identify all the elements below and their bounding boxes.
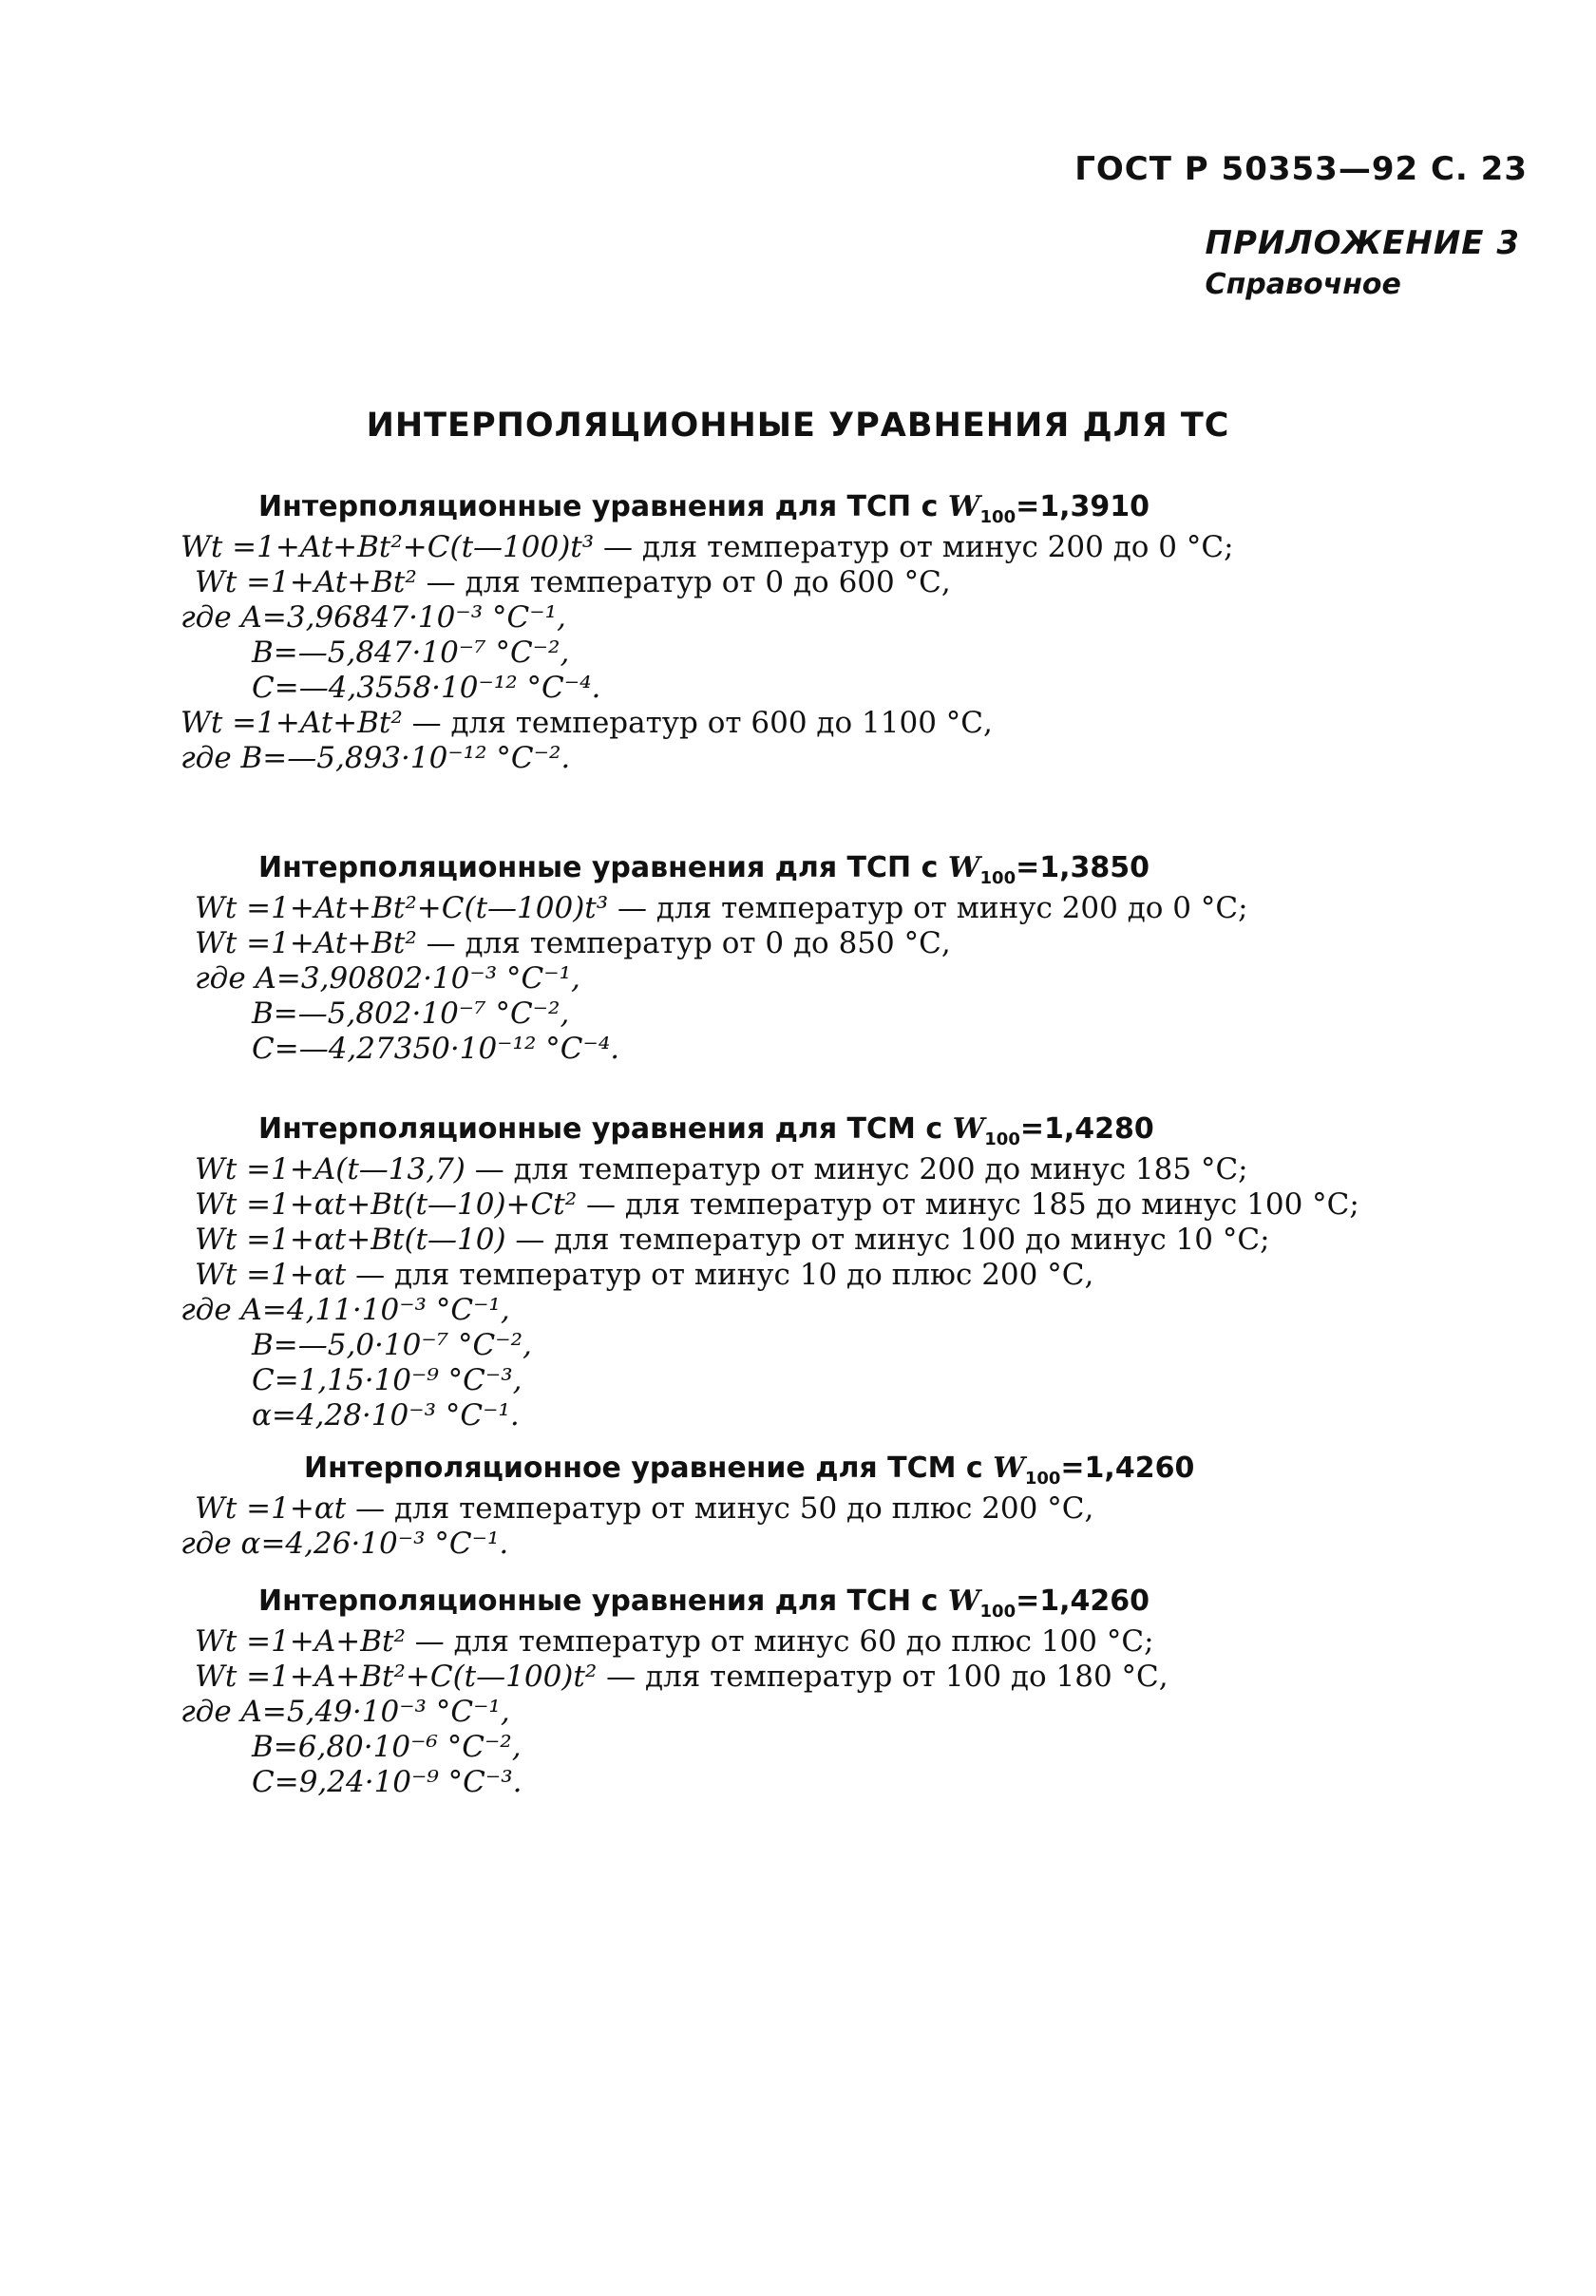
equation-line: Wt =1+αt — для температур от минус 50 до плюс 200 °С, [195,1491,1094,1526]
coef-line: C=—4,27350·10⁻¹² °С⁻⁴. [252,1032,620,1066]
section-heading [304,1446,1596,1491]
coef-line: где α=4,26·10⁻³ °С⁻¹. [180,1527,509,1561]
page-header-code: ГОСТ Р 50353—92 С. 23 [1074,150,1528,188]
coef-line: где A=4,11·10⁻³ °С⁻¹, [180,1293,510,1327]
section-tsp-13850 [0,845,1596,1067]
coef-line: B=6,80·10⁻⁶ °С⁻², [252,1730,522,1764]
heading-sub: 100 [979,868,1016,888]
coef-line: где A=3,90802·10⁻³ °С⁻¹, [195,961,580,996]
coef-line: B=—5,802·10⁻⁷ °С⁻², [252,996,570,1031]
appendix-subtitle: Справочное [1205,268,1401,301]
heading-value: =1,4260 [1016,1584,1150,1618]
heading-sub: 100 [984,1129,1020,1149]
section-tsp-13910 [0,484,1596,776]
equation-line: Wt =1+A+Bt²+C(t—100)t² — для температур от 100 до 180 °С, [195,1660,1168,1694]
heading-sub: 100 [979,1602,1016,1622]
heading-w: W [993,1452,1025,1485]
section-heading [258,1107,1596,1152]
equation-line: Wt =1+αt+Bt(t—10) — для температур от минус 100 до минус 10 °С; [195,1223,1270,1257]
main-title: ИНТЕРПОЛЯЦИОННЫЕ УРАВНЕНИЯ ДЛЯ ТС [366,407,1230,445]
coef-line: где A=3,96847·10⁻³ °С⁻¹, [180,600,566,635]
coef-line: C=—4,3558·10⁻¹² °С⁻⁴. [252,671,601,705]
heading-text: Интерполяционные уравнения для ТСП с [258,490,948,523]
heading-text: Интерполяционное уравнение для ТСМ с [304,1452,994,1485]
heading-text: Интерполяционные уравнения для ТСН с [258,1584,948,1618]
heading-sub: 100 [979,507,1016,527]
heading-w: W [947,1584,980,1618]
coef-line: B=—5,0·10⁻⁷ °С⁻², [252,1328,532,1362]
heading-text: Интерполяционные уравнения для ТСМ с [258,1112,953,1146]
heading-value: =1,3850 [1016,851,1150,884]
equation-line: Wt =1+At+Bt² — для температур от 0 до 850 °С, [195,926,951,960]
equation-line: Wt =1+At+Bt²+C(t—100)t³ — для температур от минус 200 до 0 °С; [195,891,1248,925]
equation-line: Wt =1+A+Bt² — для температур от минус 60 до плюс 100 °С; [195,1624,1154,1659]
equation-line: Wt =1+At+Bt²+C(t—100)t³ — для температур от минус 200 до 0 °С; [180,530,1234,564]
coef-line: C=9,24·10⁻⁹ °С⁻³. [252,1765,522,1799]
heading-value: =1,4260 [1060,1452,1195,1485]
heading-w: W [947,851,980,884]
coef-line: где A=5,49·10⁻³ °С⁻¹, [180,1695,510,1729]
heading-w: W [947,490,980,523]
appendix-title: ПРИЛОЖЕНИЕ 3 [1205,224,1520,262]
heading-value: =1,3910 [1016,490,1150,523]
heading-w: W [952,1112,985,1146]
equation-line: Wt =1+A(t—13,7) — для температур от минус 200 до минус 185 °С; [195,1152,1248,1186]
coef-line: C=1,15·10⁻⁹ °С⁻³, [252,1363,522,1397]
section-tsm-14260 [0,1446,1596,1562]
equation-line: Wt =1+At+Bt² — для температур от 600 до 1100 °С, [180,706,993,740]
coef-line: B=—5,847·10⁻⁷ °С⁻², [252,636,570,670]
appendix-block [1206,224,1520,301]
section-heading [258,845,1596,891]
heading-text: Интерполяционные уравнения для ТСП с [258,851,948,884]
section-heading [258,1579,1596,1624]
heading-value: =1,4280 [1019,1112,1154,1146]
heading-sub: 100 [1024,1469,1061,1489]
equation-line: Wt =1+At+Bt² — для температур от 0 до 600 °С, [195,565,951,599]
section-tsm-14280 [0,1107,1596,1433]
section-tsn-14260 [0,1579,1596,1800]
equation-line: Wt =1+αt+Bt(t—10)+Ct² — для температур от минус 185 до минус 100 °С; [195,1187,1359,1222]
equation-line: Wt =1+αt — для температур от минус 10 до плюс 200 °С, [195,1258,1094,1292]
section-heading [258,484,1596,530]
coef-line: α=4,28·10⁻³ °С⁻¹. [252,1398,520,1433]
coef-line: где B=—5,893·10⁻¹² °С⁻². [180,741,571,775]
